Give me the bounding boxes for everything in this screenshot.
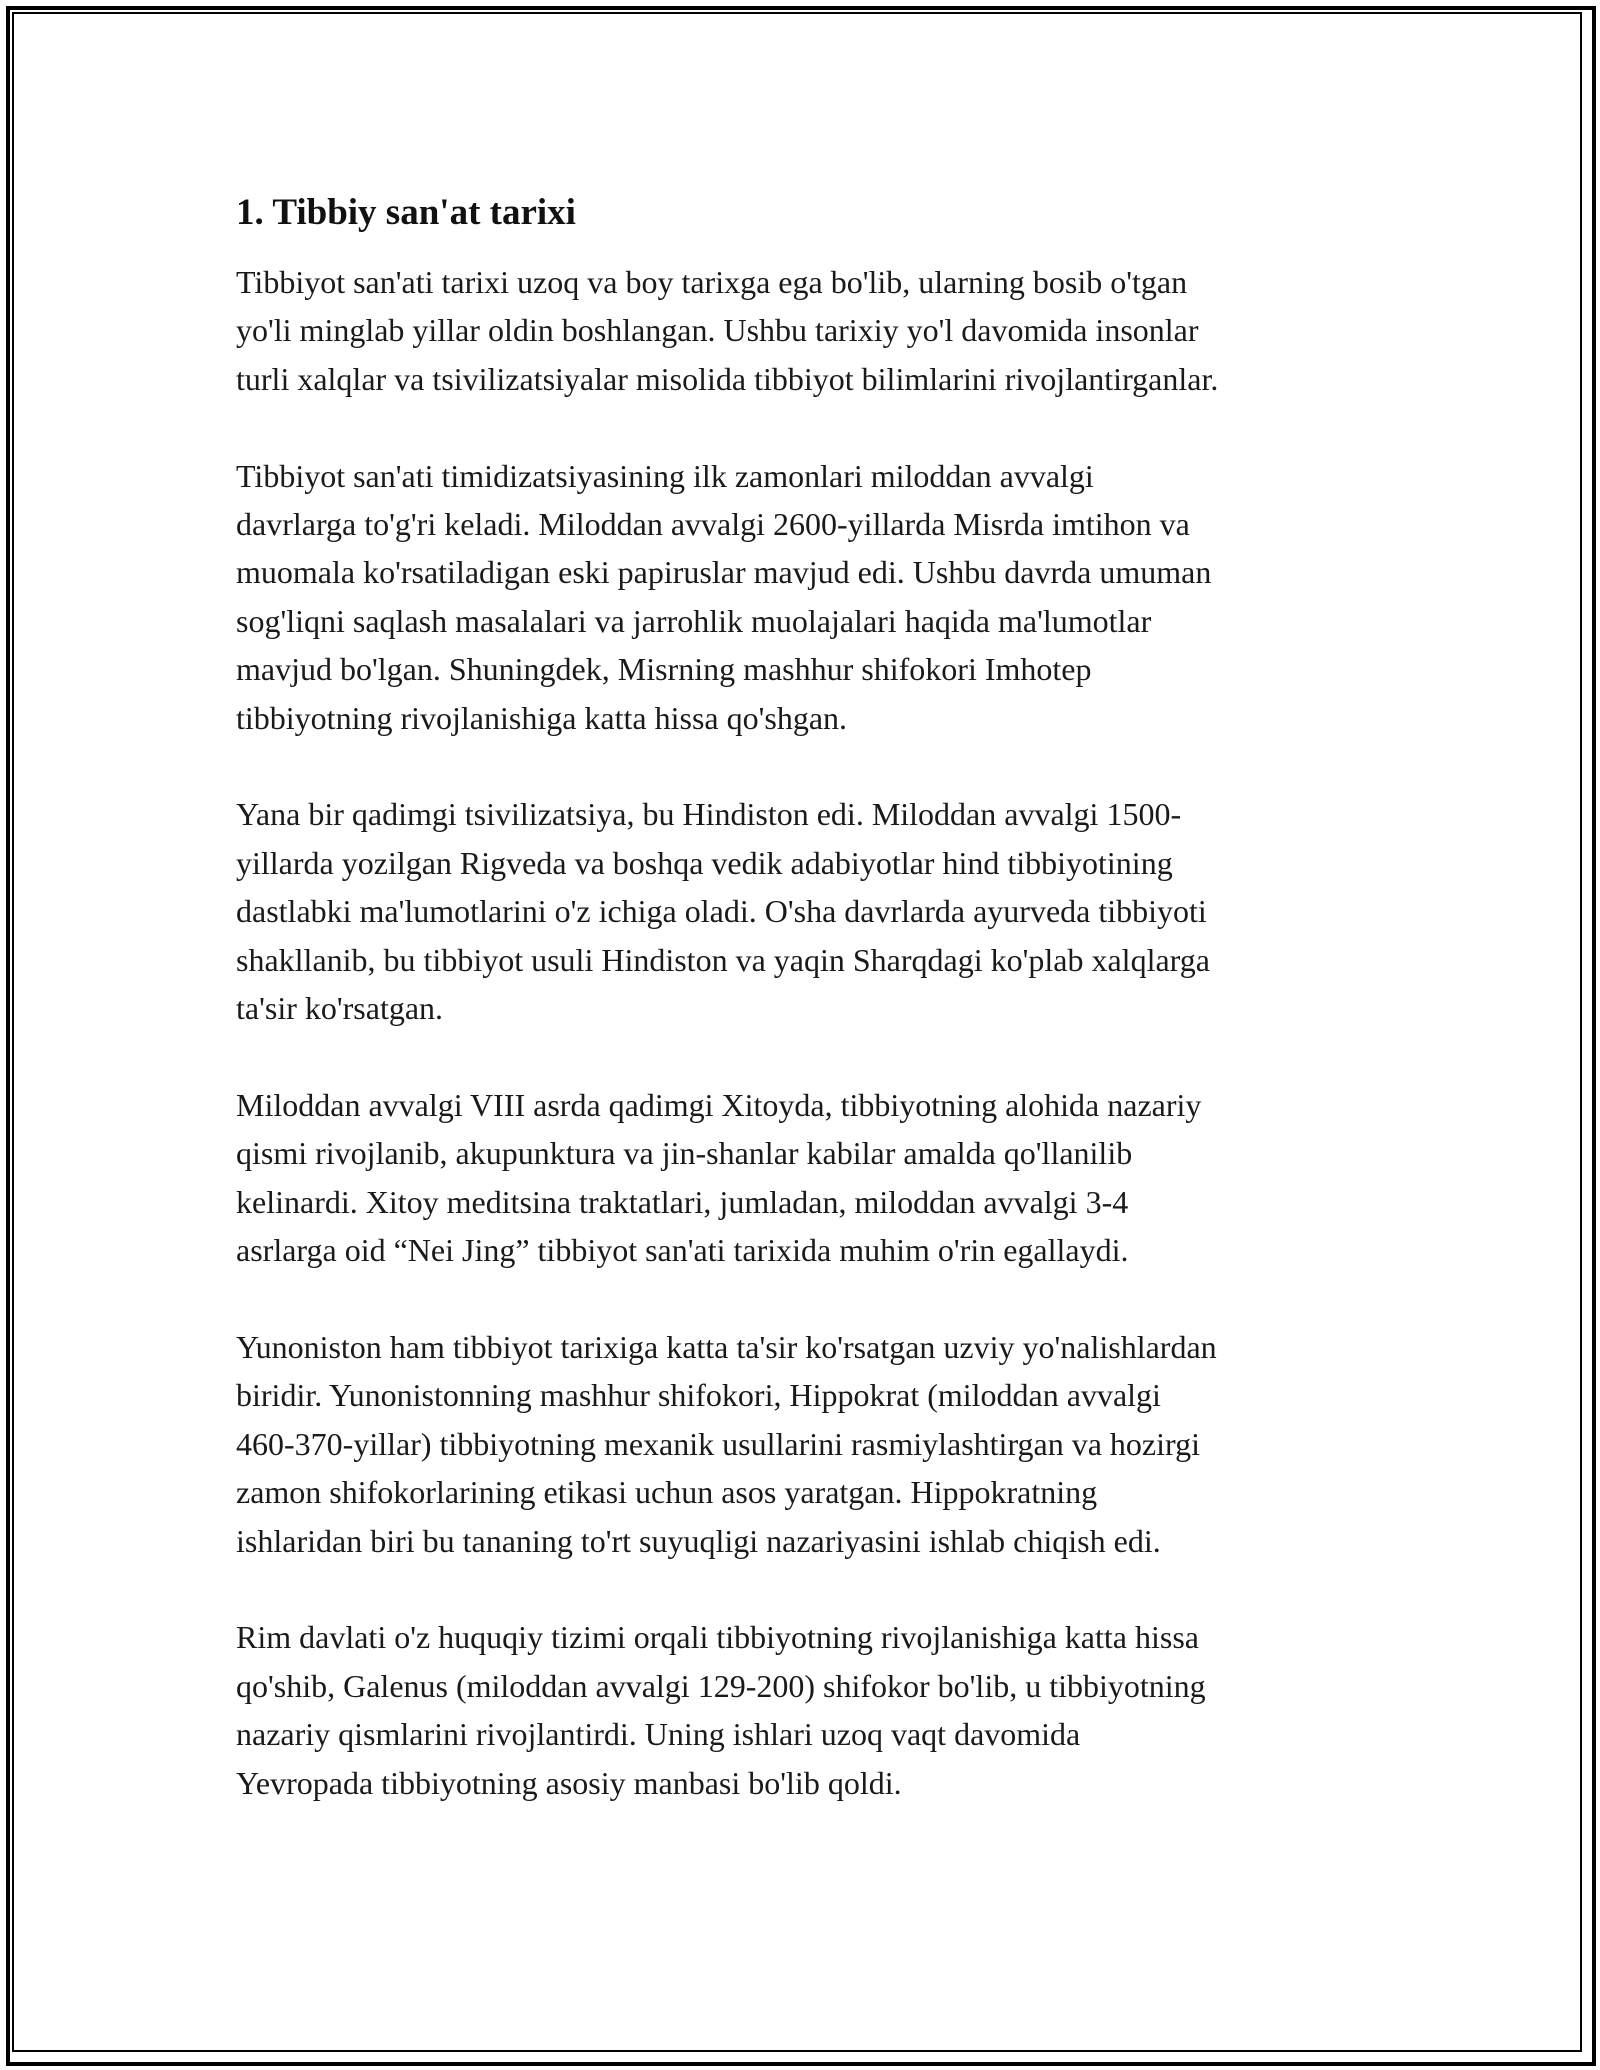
body-paragraph xyxy=(236,1081,1386,1275)
paragraph-line: shakllanib, bu tibbiyot usuli Hindiston va yaqin Sharqdagi ko'plab xalqlarga xyxy=(236,941,1210,978)
body-paragraph xyxy=(236,452,1386,742)
paragraph-line: turli xalqlar va tsivilizatsiyalar misolida tibbiyot bilimlarini rivojlantirganlar. xyxy=(236,360,1219,397)
paragraph-line: biridir. Yunonistonning mashhur shifokori, Hippokrat (miloddan avvalgi xyxy=(236,1377,1161,1414)
body-paragraph xyxy=(236,258,1386,403)
paragraph-line: yillarda yozilgan Rigveda va boshqa vedik adabiyotlar hind tibbiyotining xyxy=(236,844,1173,881)
body-paragraph xyxy=(236,1323,1386,1565)
body-paragraph xyxy=(236,790,1386,1032)
paragraph-line: muomala ko'rsatiladigan eski papiruslar mavjud edi. Ushbu davrda umuman xyxy=(236,554,1212,591)
document-body xyxy=(236,186,1386,1855)
paragraph-line: dastlabki ma'lumotlarini o'z ichiga oladi. O'sha davrlarda ayurveda tibbiyoti xyxy=(236,893,1207,930)
paragraph-line: Miloddan avvalgi VIII asrda qadimgi Xitoyda, tibbiyotning alohida nazariy xyxy=(236,1086,1202,1123)
paragraph-line: davrlarga to'g'ri keladi. Miloddan avvalgi 2600-yillarda Misrda imtihon va xyxy=(236,506,1190,543)
paragraph-line: Yana bir qadimgi tsivilizatsiya, bu Hindiston edi. Miloddan avvalgi 1500- xyxy=(236,796,1182,833)
paragraph-line: kelinardi. Xitoy meditsina traktatlari, jumladan, miloddan avvalgi 3-4 xyxy=(236,1183,1129,1220)
paragraph-line: tibbiyotning rivojlanishiga katta hissa qo'shgan. xyxy=(236,699,848,736)
paragraph-line: Rim davlati o'z huquqiy tizimi orqali tibbiyotning rivojlanishiga katta hissa xyxy=(236,1619,1199,1656)
paragraph-line: Tibbiyot san'ati timidizatsiyasining ilk zamonlari miloddan avvalgi xyxy=(236,457,1094,494)
paragraph-line: ta'sir ko'rsatgan. xyxy=(236,990,444,1027)
paragraph-line: 460-370-yillar) tibbiyotning mexanik usullarini rasmiylashtirgan va hozirgi xyxy=(236,1425,1200,1462)
paragraph-line: mavjud bo'lgan. Shuningdek, Misrning mashhur shifokori Imhotep xyxy=(236,651,1092,688)
paragraph-line: sog'liqni saqlash masalalari va jarrohlik muolajalari haqida ma'lumotlar xyxy=(236,602,1152,639)
paragraph-line: Tibbiyot san'ati tarixi uzoq va boy tarixga ega bo'lib, ularning bosib o'tgan xyxy=(236,264,1188,300)
paragraph-line: ishlaridan biri bu tananing to'rt suyuqligi nazariyasini ishlab chiqish edi. xyxy=(236,1522,1161,1559)
paragraph-line: qo'shib, Galenus (miloddan avvalgi 129-200) shifokor bo'lib, u tibbiyotning xyxy=(236,1667,1206,1704)
paragraph-line: nazariy qismlarini rivojlantirdi. Uning ishlari uzoq vaqt davomida xyxy=(236,1716,1081,1753)
paragraph-line: yo'li minglab yillar oldin boshlangan. Ushbu tarixiy yo'l davomida insonlar xyxy=(236,312,1199,349)
paragraph-list xyxy=(236,258,1386,1807)
paragraph-line: zamon shifokorlarining etikasi uchun asos yaratgan. Hippokratning xyxy=(236,1474,1098,1511)
section-heading: 1. Tibbiy san'at tarixi xyxy=(236,192,576,233)
paragraph-line: Yunoniston ham tibbiyot tarixiga katta ta'sir ko'rsatgan uzviy yo'nalishlardan xyxy=(236,1328,1217,1365)
paragraph-line: Yevropada tibbiyotning asosiy manbasi bo'lib qoldi. xyxy=(236,1764,902,1801)
body-paragraph xyxy=(236,1613,1386,1807)
paragraph-line: asrlarga oid “Nei Jing” tibbiyot san'ati tarixida muhim o'rin egallaydi. xyxy=(236,1232,1129,1269)
paragraph-line: qismi rivojlanib, akupunktura va jin-shanlar kabilar amalda qo'llanilib xyxy=(236,1135,1133,1172)
